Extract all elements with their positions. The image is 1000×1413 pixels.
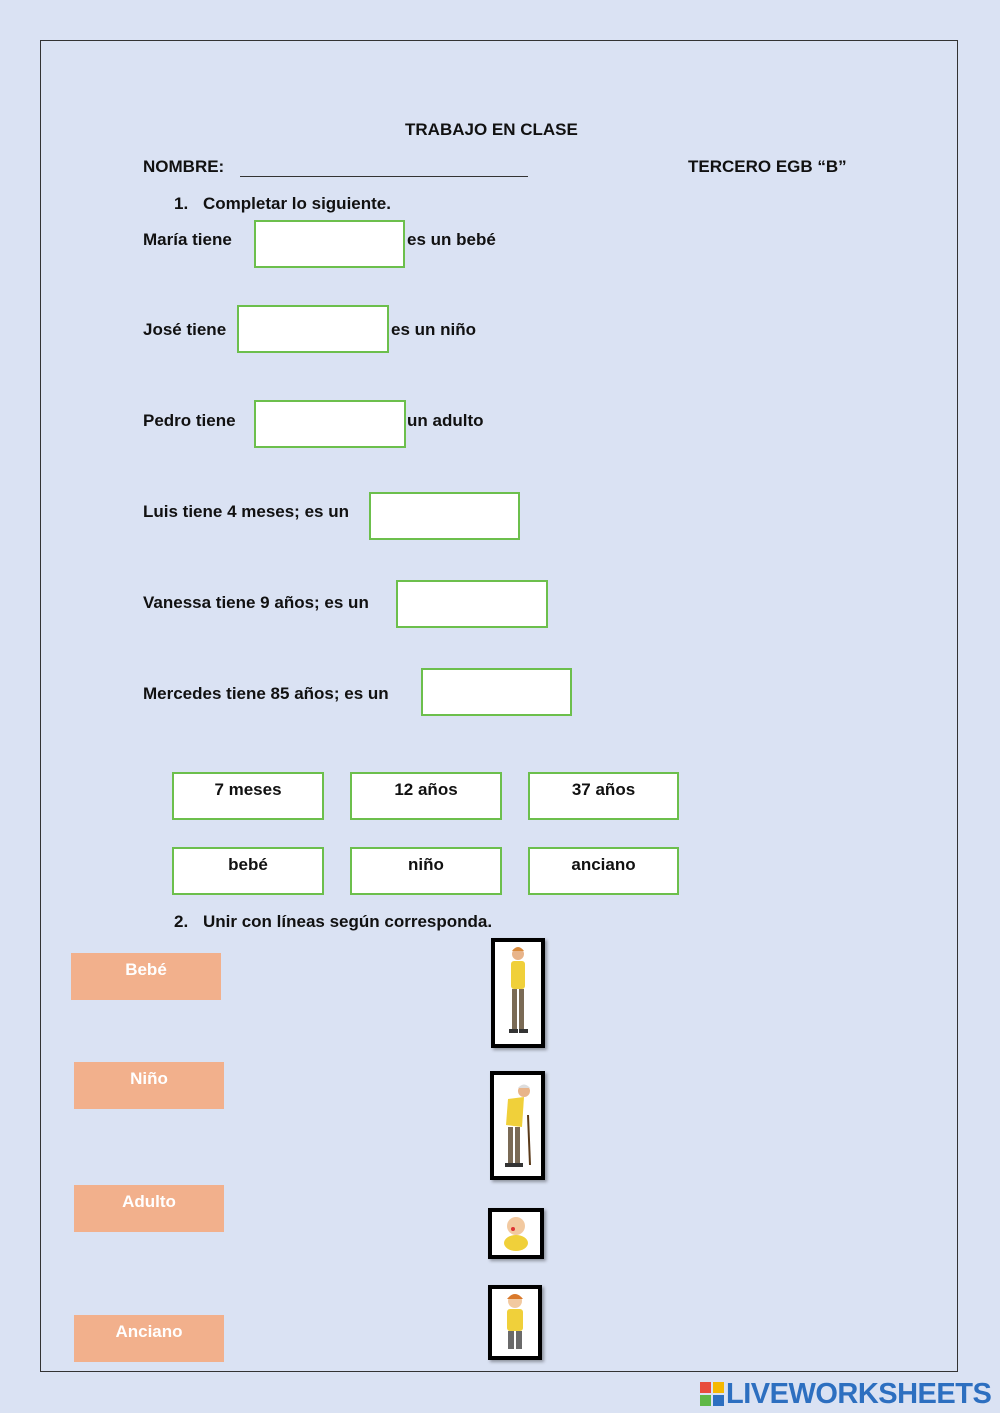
adult-figure-icon (495, 942, 541, 1044)
answer-box-3[interactable] (254, 400, 406, 448)
baby-figure-icon (492, 1212, 540, 1255)
worksheet-title: TRABAJO EN CLASE (405, 120, 578, 139)
adult-walking-image[interactable] (491, 938, 545, 1048)
section2-heading: Unir con líneas según corresponda. (203, 912, 493, 931)
name-label: NOMBRE: (143, 157, 225, 176)
sentence-5: Vanessa tiene 9 años; es un (143, 593, 369, 612)
logo-text: LIVEWORKSHEETS (726, 1377, 992, 1410)
elderly-figure-icon (494, 1075, 541, 1176)
answer-box-4[interactable] (369, 492, 520, 540)
sentence-1-start: María tiene (143, 230, 232, 249)
word-bank-item[interactable]: anciano (528, 847, 679, 895)
word-bank-item[interactable]: 37 años (528, 772, 679, 820)
match-label-nino[interactable]: Niño (74, 1062, 224, 1109)
child-figure-icon (492, 1289, 538, 1356)
logo-icon (700, 1382, 724, 1406)
sentence-6: Mercedes tiene 85 años; es un (143, 684, 389, 703)
section1-number: 1. (174, 194, 189, 213)
crawling-baby-image[interactable] (488, 1208, 544, 1259)
section2-number: 2. (174, 912, 189, 931)
section1-heading: Completar lo siguiente. (203, 194, 391, 213)
name-line[interactable] (240, 176, 528, 177)
sentence-2-start: José tiene (143, 320, 227, 339)
match-label-anciano[interactable]: Anciano (74, 1315, 224, 1362)
sentence-2-end: es un niño (391, 320, 476, 339)
answer-box-6[interactable] (421, 668, 572, 716)
sentence-1-end: es un bebé (407, 230, 496, 249)
match-label-adulto[interactable]: Adulto (74, 1185, 224, 1232)
child-standing-image[interactable] (488, 1285, 542, 1360)
word-bank-item[interactable]: niño (350, 847, 502, 895)
word-bank-item[interactable]: 7 meses (172, 772, 324, 820)
answer-box-2[interactable] (237, 305, 389, 353)
sentence-3-end: un adulto (407, 411, 484, 430)
word-bank-item[interactable]: bebé (172, 847, 324, 895)
sentence-3-start: Pedro tiene (143, 411, 236, 430)
elderly-with-cane-image[interactable] (490, 1071, 545, 1180)
answer-box-1[interactable] (254, 220, 405, 268)
grade-label: TERCERO EGB “B” (688, 157, 847, 176)
liveworksheets-logo (700, 1378, 991, 1410)
word-bank-item[interactable]: 12 años (350, 772, 502, 820)
sentence-4: Luis tiene 4 meses; es un (143, 502, 349, 521)
answer-box-5[interactable] (396, 580, 548, 628)
match-label-bebe[interactable]: Bebé (71, 953, 221, 1000)
